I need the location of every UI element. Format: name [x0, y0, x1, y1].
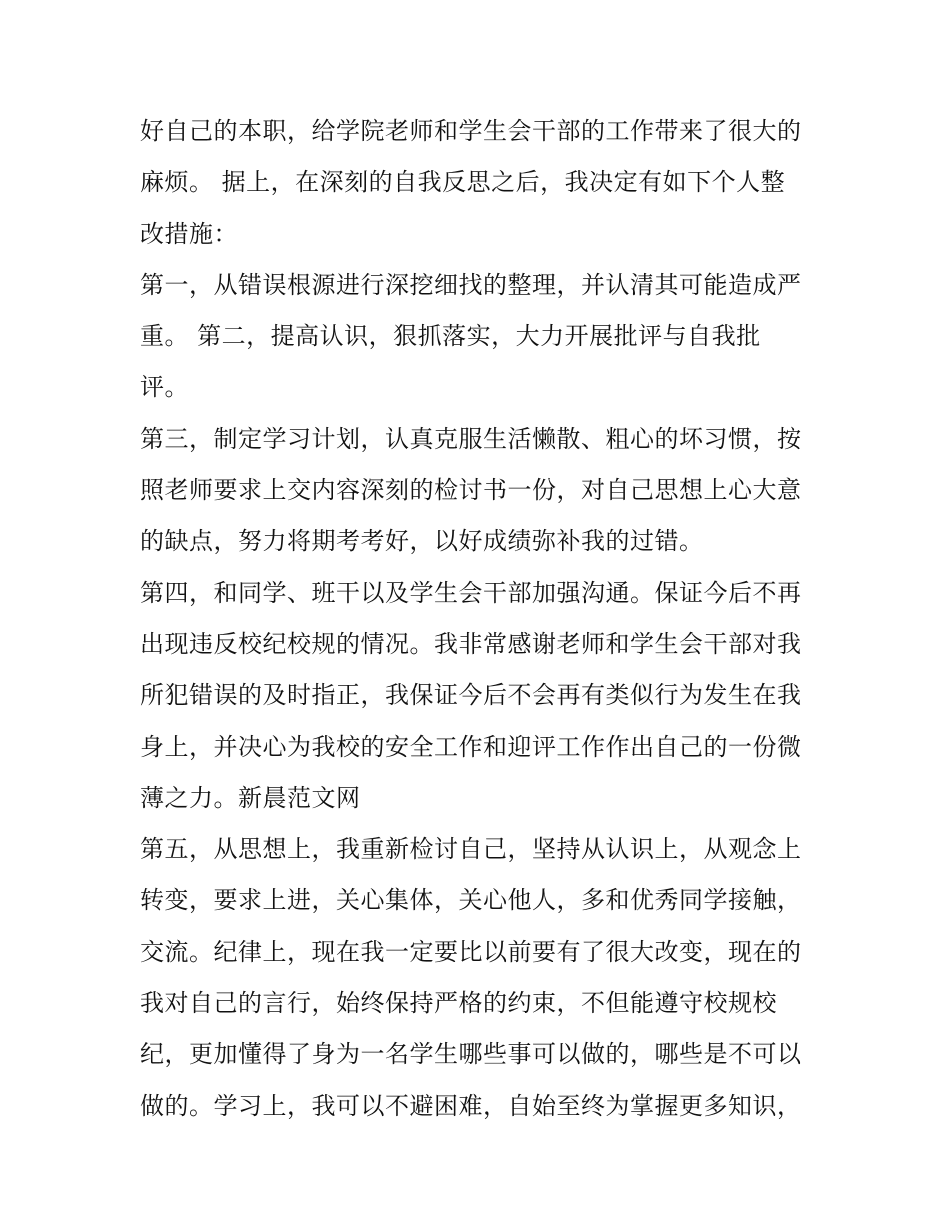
text-line: 我对自己的言行，始终保持严格的约束，不但能遵守校规校: [140, 989, 777, 1018]
text-line: 第五，从思想上，我重新检讨自己，坚持从认识上，从观念上: [140, 835, 802, 864]
text-line: 纪，更加懂得了身为一名学生哪些事可以做的，哪些是不可以: [140, 1040, 802, 1069]
text-line: 照老师要求上交内容深刻的检讨书一份，对自己思想上心大意: [140, 476, 802, 505]
text-line: 好自己的本职，给学院老师和学生会干部的工作带来了很大的: [140, 117, 802, 145]
text-line: 所犯错误的及时指正，我保证今后不会再有类似行为发生在我: [140, 681, 802, 710]
text-line: 第三，制定学习计划，认真克服生活懒散、粗心的坏习惯，按: [140, 424, 802, 453]
text-line: 麻烦。 据上，在深刻的自我反思之后，我决定有如下个人整: [140, 168, 786, 197]
text-line: 身上，并决心为我校的安全工作和迎评工作作出自己的一份微: [140, 732, 802, 761]
text-line: 重。 第二，提高认识，狠抓落实，大力开展批评与自我批: [140, 322, 761, 351]
text-line: 出现违反校纪校规的情况。我非常感谢老师和学生会干部对我: [140, 629, 802, 658]
text-line: 做的。学习上，我可以不避困难，自始至终为掌握更多知识，: [140, 1091, 802, 1120]
text-line: 评。: [140, 373, 189, 402]
text-line: 的缺点，努力将期考考好，以好成绩弥补我的过错。: [140, 527, 704, 556]
text-line: 第四，和同学、班干以及学生会干部加强沟通。保证今后不再: [140, 578, 802, 607]
text-line: 改措施：: [140, 219, 238, 248]
text-line: 薄之力。新晨范文网: [140, 783, 361, 812]
text-line: 转变，要求上进，关心集体，关心他人，多和优秀同学接触，: [140, 886, 802, 915]
text-line: 第一，从错误根源进行深挖细找的整理，并认清其可能造成严: [140, 270, 802, 299]
text-line: 交流。纪律上，现在我一定要比以前要有了很大改变，现在的: [140, 937, 802, 966]
document-body: [140, 106, 840, 1132]
